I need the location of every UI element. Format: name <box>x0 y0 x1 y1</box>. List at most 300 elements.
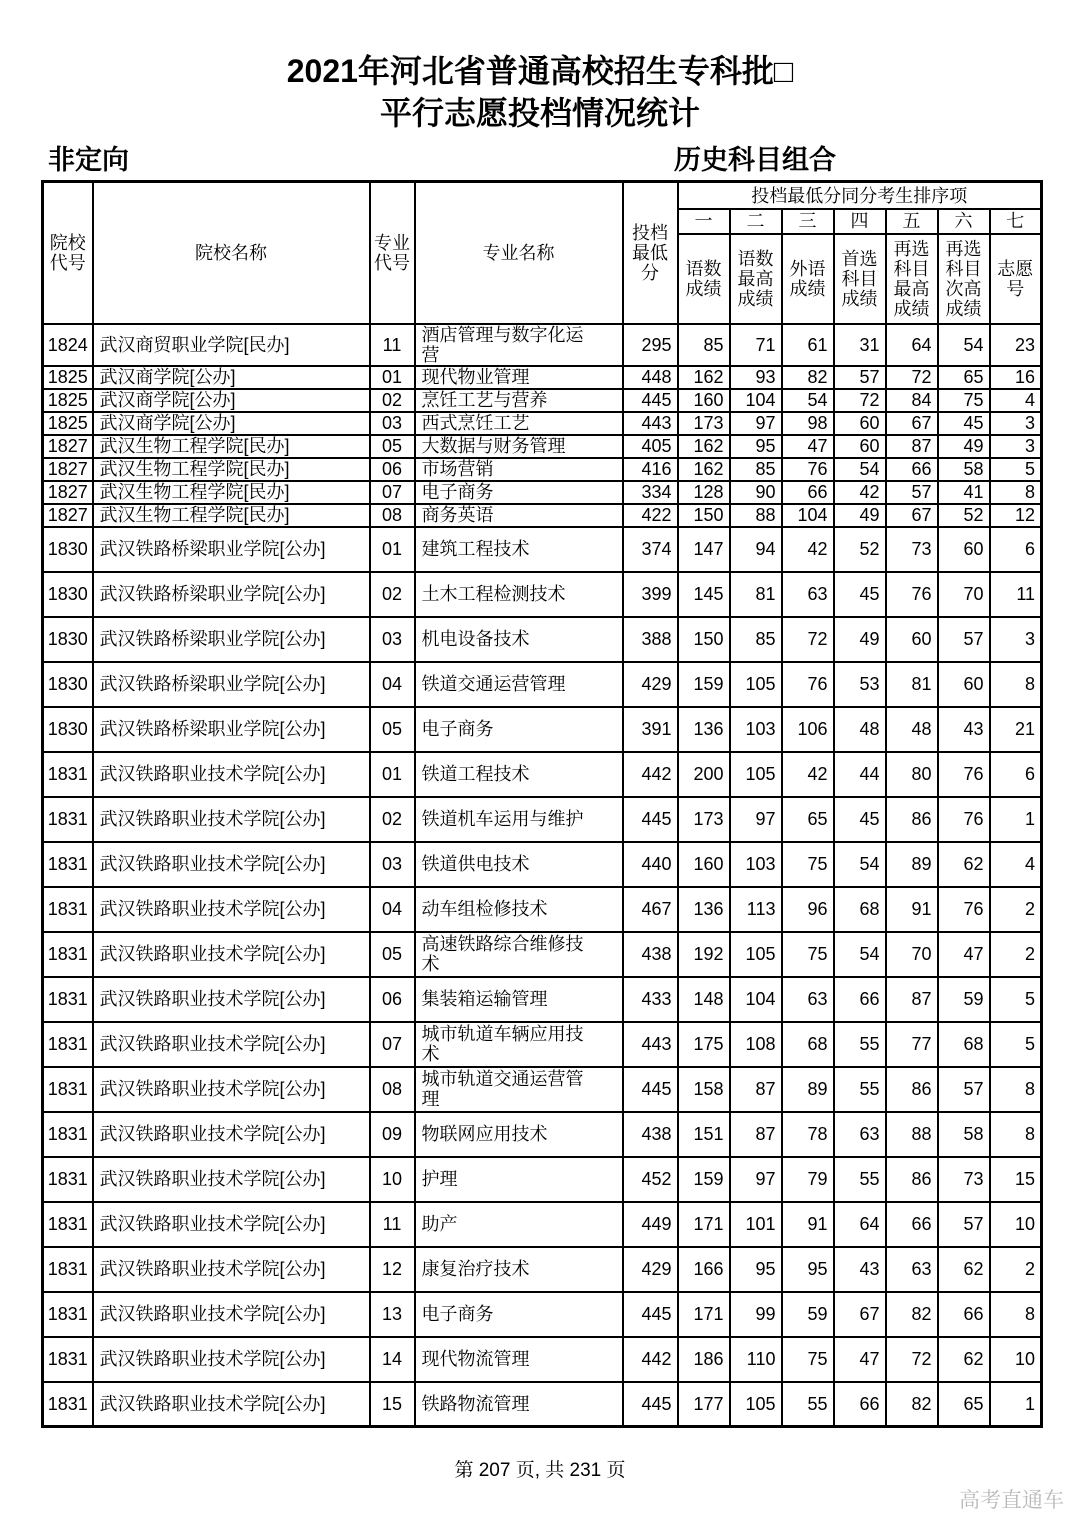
cell-major-code: 02 <box>370 797 415 842</box>
header-foreign-lang-score: 外语成绩 <box>782 234 834 324</box>
table-row <box>43 707 1042 752</box>
cell-major-code: 11 <box>370 1202 415 1247</box>
cell-first-subject-score: 55 <box>834 1157 886 1202</box>
cell-major-code: 02 <box>370 572 415 617</box>
cell-major-code: 01 <box>370 752 415 797</box>
cell-min-score: 443 <box>623 1022 678 1067</box>
cell-reselect-second-score: 49 <box>938 435 990 458</box>
cell-major-code: 11 <box>370 324 415 366</box>
cell-major-code: 03 <box>370 842 415 887</box>
cell-first-subject-score: 47 <box>834 1337 886 1382</box>
cell-school-code: 1831 <box>43 1337 93 1382</box>
cell-min-score: 334 <box>623 481 678 504</box>
cell-reselect-max-score: 87 <box>886 977 938 1022</box>
cell-major-name: 集装箱运输管理 <box>415 977 623 1022</box>
cell-first-subject-score: 52 <box>834 527 886 572</box>
cell-volunteer-no: 5 <box>990 977 1042 1022</box>
cell-major-name: 电子商务 <box>415 481 623 504</box>
cell-min-score: 445 <box>623 1382 678 1427</box>
cell-chinese-math-score: 148 <box>678 977 730 1022</box>
table-row <box>43 752 1042 797</box>
cell-reselect-second-score: 62 <box>938 1247 990 1292</box>
cell-first-subject-score: 54 <box>834 458 886 481</box>
cell-min-score: 388 <box>623 617 678 662</box>
cell-school-name: 武汉商学院[公办] <box>93 412 370 435</box>
cell-chinese-math-score: 145 <box>678 572 730 617</box>
cell-school-name: 武汉生物工程学院[民办] <box>93 458 370 481</box>
cell-reselect-max-score: 76 <box>886 572 938 617</box>
cell-school-code: 1830 <box>43 662 93 707</box>
cell-volunteer-no: 15 <box>990 1157 1042 1202</box>
cell-first-subject-score: 55 <box>834 1022 886 1067</box>
cell-volunteer-no: 16 <box>990 366 1042 389</box>
cell-school-code: 1831 <box>43 1202 93 1247</box>
cell-school-code: 1825 <box>43 389 93 412</box>
page-title-line1: 2021年河北省普通高校招生专科批□ <box>286 53 794 89</box>
cell-reselect-second-score: 66 <box>938 1292 990 1337</box>
cell-school-code: 1831 <box>43 752 93 797</box>
cell-school-code: 1825 <box>43 366 93 389</box>
cell-foreign-lang-score: 106 <box>782 707 834 752</box>
cell-major-code: 08 <box>370 504 415 527</box>
cell-school-name: 武汉铁路职业技术学院[公办] <box>93 1157 370 1202</box>
cell-reselect-second-score: 68 <box>938 1022 990 1067</box>
cell-min-score: 445 <box>623 389 678 412</box>
cell-major-name: 机电设备技术 <box>415 617 623 662</box>
cell-reselect-max-score: 91 <box>886 887 938 932</box>
cell-major-name: 市场营销 <box>415 458 623 481</box>
cell-chinese-math-score: 173 <box>678 797 730 842</box>
cell-chinese-math-score: 160 <box>678 842 730 887</box>
table-row <box>43 1337 1042 1382</box>
cell-chinese-math-score: 171 <box>678 1202 730 1247</box>
cell-first-subject-score: 60 <box>834 435 886 458</box>
cell-school-code: 1831 <box>43 1247 93 1292</box>
cell-chinese-math-score: 186 <box>678 1337 730 1382</box>
table-row <box>43 1202 1042 1247</box>
cell-major-name: 现代物业管理 <box>415 366 623 389</box>
cell-first-subject-score: 66 <box>834 977 886 1022</box>
cell-volunteer-no: 23 <box>990 324 1042 366</box>
cell-volunteer-no: 2 <box>990 932 1042 977</box>
cell-chinese-math-max: 95 <box>730 435 782 458</box>
cell-school-name: 武汉铁路职业技术学院[公办] <box>93 752 370 797</box>
cell-school-name: 武汉铁路桥梁职业学院[公办] <box>93 527 370 572</box>
watermark: 高考直通车 <box>959 1489 1064 1512</box>
cell-volunteer-no: 10 <box>990 1337 1042 1382</box>
cell-volunteer-no: 8 <box>990 481 1042 504</box>
cell-foreign-lang-score: 78 <box>782 1112 834 1157</box>
cell-volunteer-no: 10 <box>990 1202 1042 1247</box>
cell-volunteer-no: 2 <box>990 887 1042 932</box>
table-row <box>43 1112 1042 1157</box>
cell-chinese-math-max: 88 <box>730 504 782 527</box>
plan-type-label: 非定向 <box>48 145 129 176</box>
cell-major-name: 现代物流管理 <box>415 1337 623 1382</box>
header-chinese-math-score: 语数成绩 <box>678 234 730 324</box>
cell-volunteer-no: 8 <box>990 1292 1042 1337</box>
cell-school-code: 1830 <box>43 527 93 572</box>
cell-school-name: 武汉铁路职业技术学院[公办] <box>93 1337 370 1382</box>
cell-chinese-math-score: 200 <box>678 752 730 797</box>
table-row <box>43 887 1042 932</box>
cell-foreign-lang-score: 47 <box>782 435 834 458</box>
cell-reselect-second-score: 65 <box>938 366 990 389</box>
cell-reselect-max-score: 82 <box>886 1292 938 1337</box>
cell-min-score: 449 <box>623 1202 678 1247</box>
cell-reselect-max-score: 72 <box>886 1337 938 1382</box>
cell-major-name: 烹饪工艺与营养 <box>415 389 623 412</box>
cell-reselect-second-score: 70 <box>938 572 990 617</box>
cell-volunteer-no: 8 <box>990 662 1042 707</box>
cell-major-name: 物联网应用技术 <box>415 1112 623 1157</box>
cell-first-subject-score: 55 <box>834 1067 886 1112</box>
cell-major-name: 康复治疗技术 <box>415 1247 623 1292</box>
cell-school-code: 1831 <box>43 797 93 842</box>
table-row <box>43 458 1042 481</box>
cell-major-name: 铁道供电技术 <box>415 842 623 887</box>
cell-chinese-math-score: 159 <box>678 662 730 707</box>
table-row <box>43 1157 1042 1202</box>
cell-major-code: 10 <box>370 1157 415 1202</box>
cell-major-name: 西式烹饪工艺 <box>415 412 623 435</box>
cell-chinese-math-score: 162 <box>678 366 730 389</box>
cell-reselect-max-score: 60 <box>886 617 938 662</box>
cell-major-code: 08 <box>370 1067 415 1112</box>
cell-reselect-max-score: 67 <box>886 412 938 435</box>
cell-school-code: 1831 <box>43 1382 93 1427</box>
cell-major-name: 大数据与财务管理 <box>415 435 623 458</box>
cell-min-score: 442 <box>623 752 678 797</box>
cell-first-subject-score: 63 <box>834 1112 886 1157</box>
cell-first-subject-score: 45 <box>834 797 886 842</box>
cell-chinese-math-max: 97 <box>730 1157 782 1202</box>
cell-first-subject-score: 31 <box>834 324 886 366</box>
cell-school-name: 武汉商贸职业学院[民办] <box>93 324 370 366</box>
cell-school-name: 武汉铁路职业技术学院[公办] <box>93 1202 370 1247</box>
cell-chinese-math-max: 85 <box>730 617 782 662</box>
cell-major-name: 铁道交通运营管理 <box>415 662 623 707</box>
cell-reselect-max-score: 86 <box>886 797 938 842</box>
cell-first-subject-score: 57 <box>834 366 886 389</box>
cell-major-code: 14 <box>370 1337 415 1382</box>
cell-major-code: 03 <box>370 412 415 435</box>
cell-foreign-lang-score: 98 <box>782 412 834 435</box>
page-number: 第 207 页, 共 231 页 <box>454 1460 626 1481</box>
cell-chinese-math-max: 108 <box>730 1022 782 1067</box>
cell-volunteer-no: 3 <box>990 435 1042 458</box>
header-tiebreak-num-6: 六 <box>938 209 990 234</box>
table-row <box>43 977 1042 1022</box>
cell-foreign-lang-score: 89 <box>782 1067 834 1112</box>
cell-min-score: 433 <box>623 977 678 1022</box>
cell-min-score: 405 <box>623 435 678 458</box>
cell-major-code: 12 <box>370 1247 415 1292</box>
cell-min-score: 438 <box>623 1112 678 1157</box>
header-tiebreak-num-4: 四 <box>834 209 886 234</box>
cell-min-score: 416 <box>623 458 678 481</box>
cell-school-name: 武汉铁路职业技术学院[公办] <box>93 1022 370 1067</box>
cell-major-code: 07 <box>370 481 415 504</box>
header-tiebreak-num-3: 三 <box>782 209 834 234</box>
cell-school-name: 武汉铁路职业技术学院[公办] <box>93 1382 370 1427</box>
cell-first-subject-score: 54 <box>834 932 886 977</box>
cell-first-subject-score: 54 <box>834 842 886 887</box>
cell-major-name: 铁道机车运用与维护 <box>415 797 623 842</box>
cell-reselect-second-score: 60 <box>938 662 990 707</box>
table-row <box>43 527 1042 572</box>
cell-school-name: 武汉生物工程学院[民办] <box>93 504 370 527</box>
cell-chinese-math-score: 136 <box>678 887 730 932</box>
cell-school-code: 1831 <box>43 1022 93 1067</box>
cell-chinese-math-max: 104 <box>730 977 782 1022</box>
cell-school-name: 武汉铁路职业技术学院[公办] <box>93 1292 370 1337</box>
admission-table <box>41 180 1043 1428</box>
cell-major-name: 动车组检修技术 <box>415 887 623 932</box>
cell-foreign-lang-score: 42 <box>782 527 834 572</box>
cell-chinese-math-score: 162 <box>678 458 730 481</box>
cell-volunteer-no: 8 <box>990 1112 1042 1157</box>
cell-foreign-lang-score: 63 <box>782 572 834 617</box>
cell-major-code: 13 <box>370 1292 415 1337</box>
cell-major-name: 土木工程检测技术 <box>415 572 623 617</box>
cell-reselect-max-score: 70 <box>886 932 938 977</box>
cell-major-code: 01 <box>370 366 415 389</box>
table-body <box>43 324 1042 1427</box>
cell-school-name: 武汉铁路职业技术学院[公办] <box>93 977 370 1022</box>
cell-school-code: 1831 <box>43 977 93 1022</box>
cell-school-name: 武汉铁路职业技术学院[公办] <box>93 887 370 932</box>
cell-chinese-math-max: 71 <box>730 324 782 366</box>
cell-reselect-max-score: 89 <box>886 842 938 887</box>
cell-foreign-lang-score: 75 <box>782 842 834 887</box>
cell-min-score: 443 <box>623 412 678 435</box>
cell-chinese-math-max: 104 <box>730 389 782 412</box>
cell-chinese-math-max: 97 <box>730 412 782 435</box>
cell-school-name: 武汉铁路职业技术学院[公办] <box>93 842 370 887</box>
cell-min-score: 399 <box>623 572 678 617</box>
cell-min-score: 374 <box>623 527 678 572</box>
header-major-name: 专业名称 <box>415 182 623 324</box>
cell-first-subject-score: 66 <box>834 1382 886 1427</box>
cell-school-code: 1824 <box>43 324 93 366</box>
cell-reselect-max-score: 57 <box>886 481 938 504</box>
cell-reselect-max-score: 88 <box>886 1112 938 1157</box>
cell-first-subject-score: 53 <box>834 662 886 707</box>
cell-chinese-math-max: 87 <box>730 1112 782 1157</box>
cell-reselect-max-score: 87 <box>886 435 938 458</box>
cell-volunteer-no: 3 <box>990 617 1042 662</box>
table-row <box>43 617 1042 662</box>
cell-major-code: 04 <box>370 662 415 707</box>
table-row <box>43 1382 1042 1427</box>
cell-reselect-max-score: 48 <box>886 707 938 752</box>
cell-first-subject-score: 45 <box>834 572 886 617</box>
cell-foreign-lang-score: 76 <box>782 458 834 481</box>
cell-school-code: 1831 <box>43 887 93 932</box>
cell-chinese-math-max: 103 <box>730 842 782 887</box>
cell-chinese-math-max: 105 <box>730 932 782 977</box>
header-reselect-second-score: 再选科目次高成绩 <box>938 234 990 324</box>
cell-min-score: 429 <box>623 1247 678 1292</box>
cell-reselect-max-score: 63 <box>886 1247 938 1292</box>
cell-chinese-math-max: 95 <box>730 1247 782 1292</box>
table-row <box>43 662 1042 707</box>
cell-reselect-second-score: 57 <box>938 617 990 662</box>
cell-reselect-max-score: 86 <box>886 1067 938 1112</box>
cell-school-name: 武汉商学院[公办] <box>93 366 370 389</box>
cell-reselect-second-score: 59 <box>938 977 990 1022</box>
cell-reselect-second-score: 57 <box>938 1202 990 1247</box>
header-reselect-max-score: 再选科目最高成绩 <box>886 234 938 324</box>
table-row <box>43 1247 1042 1292</box>
table-row <box>43 842 1042 887</box>
cell-foreign-lang-score: 68 <box>782 1022 834 1067</box>
subject-group-label: 历史科目组合 <box>674 145 836 176</box>
cell-school-code: 1831 <box>43 1292 93 1337</box>
cell-school-code: 1831 <box>43 1157 93 1202</box>
cell-major-code: 05 <box>370 707 415 752</box>
cell-chinese-math-max: 94 <box>730 527 782 572</box>
cell-reselect-max-score: 66 <box>886 1202 938 1247</box>
cell-chinese-math-max: 113 <box>730 887 782 932</box>
cell-chinese-math-max: 105 <box>730 752 782 797</box>
cell-chinese-math-score: 158 <box>678 1067 730 1112</box>
cell-reselect-second-score: 47 <box>938 932 990 977</box>
cell-chinese-math-max: 103 <box>730 707 782 752</box>
cell-major-name: 酒店管理与数字化运营 <box>415 324 623 366</box>
table-row <box>43 797 1042 842</box>
cell-reselect-second-score: 52 <box>938 504 990 527</box>
cell-reselect-max-score: 64 <box>886 324 938 366</box>
cell-school-name: 武汉铁路职业技术学院[公办] <box>93 1112 370 1157</box>
cell-chinese-math-score: 150 <box>678 504 730 527</box>
cell-chinese-math-max: 85 <box>730 458 782 481</box>
cell-major-code: 09 <box>370 1112 415 1157</box>
header-volunteer-no: 志愿号 <box>990 234 1042 324</box>
cell-major-name: 电子商务 <box>415 1292 623 1337</box>
cell-major-name: 电子商务 <box>415 707 623 752</box>
cell-volunteer-no: 8 <box>990 1067 1042 1112</box>
cell-school-code: 1831 <box>43 932 93 977</box>
cell-school-code: 1827 <box>43 481 93 504</box>
cell-chinese-math-max: 99 <box>730 1292 782 1337</box>
table-row <box>43 932 1042 977</box>
cell-school-name: 武汉商学院[公办] <box>93 389 370 412</box>
cell-reselect-max-score: 67 <box>886 504 938 527</box>
table-header <box>43 182 1042 324</box>
cell-first-subject-score: 44 <box>834 752 886 797</box>
cell-chinese-math-score: 175 <box>678 1022 730 1067</box>
cell-reselect-second-score: 76 <box>938 797 990 842</box>
table-row <box>43 572 1042 617</box>
cell-foreign-lang-score: 96 <box>782 887 834 932</box>
table-row <box>43 1067 1042 1112</box>
cell-school-name: 武汉铁路职业技术学院[公办] <box>93 932 370 977</box>
cell-min-score: 452 <box>623 1157 678 1202</box>
cell-min-score: 438 <box>623 932 678 977</box>
header-first-subject-score: 首选科目成绩 <box>834 234 886 324</box>
cell-min-score: 448 <box>623 366 678 389</box>
cell-foreign-lang-score: 55 <box>782 1382 834 1427</box>
table-row <box>43 435 1042 458</box>
cell-volunteer-no: 12 <box>990 504 1042 527</box>
cell-first-subject-score: 68 <box>834 887 886 932</box>
cell-school-name: 武汉生物工程学院[民办] <box>93 435 370 458</box>
cell-major-name: 商务英语 <box>415 504 623 527</box>
cell-school-code: 1831 <box>43 1112 93 1157</box>
cell-min-score: 422 <box>623 504 678 527</box>
header-min-score: 投档最低分 <box>623 182 678 324</box>
cell-school-name: 武汉铁路桥梁职业学院[公办] <box>93 662 370 707</box>
cell-chinese-math-score: 173 <box>678 412 730 435</box>
page-title <box>0 0 1080 134</box>
cell-reselect-second-score: 57 <box>938 1067 990 1112</box>
cell-volunteer-no: 11 <box>990 572 1042 617</box>
cell-first-subject-score: 60 <box>834 412 886 435</box>
table-row <box>43 366 1042 389</box>
cell-chinese-math-max: 105 <box>730 1382 782 1427</box>
cell-reselect-max-score: 81 <box>886 662 938 707</box>
cell-school-code: 1831 <box>43 1067 93 1112</box>
cell-reselect-max-score: 66 <box>886 458 938 481</box>
cell-chinese-math-score: 151 <box>678 1112 730 1157</box>
cell-reselect-second-score: 60 <box>938 527 990 572</box>
cell-chinese-math-score: 136 <box>678 707 730 752</box>
cell-chinese-math-max: 101 <box>730 1202 782 1247</box>
cell-reselect-second-score: 54 <box>938 324 990 366</box>
cell-major-code: 06 <box>370 458 415 481</box>
cell-foreign-lang-score: 104 <box>782 504 834 527</box>
cell-chinese-math-score: 177 <box>678 1382 730 1427</box>
cell-foreign-lang-score: 54 <box>782 389 834 412</box>
cell-chinese-math-score: 171 <box>678 1292 730 1337</box>
cell-reselect-second-score: 76 <box>938 887 990 932</box>
cell-volunteer-no: 3 <box>990 412 1042 435</box>
cell-school-name: 武汉生物工程学院[民办] <box>93 481 370 504</box>
cell-major-name: 铁道工程技术 <box>415 752 623 797</box>
header-major-code: 专业代号 <box>370 182 415 324</box>
cell-reselect-max-score: 80 <box>886 752 938 797</box>
cell-school-code: 1831 <box>43 842 93 887</box>
cell-reselect-second-score: 58 <box>938 1112 990 1157</box>
header-chinese-math-max: 语数最高成绩 <box>730 234 782 324</box>
cell-chinese-math-score: 192 <box>678 932 730 977</box>
table-row <box>43 481 1042 504</box>
table-row <box>43 389 1042 412</box>
cell-major-code: 05 <box>370 435 415 458</box>
cell-major-name: 高速铁路综合维修技术 <box>415 932 623 977</box>
table-row <box>43 1022 1042 1067</box>
cell-volunteer-no: 6 <box>990 527 1042 572</box>
cell-first-subject-score: 64 <box>834 1202 886 1247</box>
cell-school-name: 武汉铁路职业技术学院[公办] <box>93 1067 370 1112</box>
cell-foreign-lang-score: 75 <box>782 1337 834 1382</box>
cell-reselect-max-score: 72 <box>886 366 938 389</box>
cell-foreign-lang-score: 66 <box>782 481 834 504</box>
table-row <box>43 412 1042 435</box>
cell-min-score: 429 <box>623 662 678 707</box>
cell-foreign-lang-score: 59 <box>782 1292 834 1337</box>
cell-foreign-lang-score: 42 <box>782 752 834 797</box>
cell-major-name: 铁路物流管理 <box>415 1382 623 1427</box>
cell-major-code: 06 <box>370 977 415 1022</box>
cell-first-subject-score: 42 <box>834 481 886 504</box>
cell-first-subject-score: 49 <box>834 617 886 662</box>
cell-school-code: 1830 <box>43 572 93 617</box>
page-title-line2: 平行志愿投档情况统计 <box>379 95 700 132</box>
cell-foreign-lang-score: 91 <box>782 1202 834 1247</box>
